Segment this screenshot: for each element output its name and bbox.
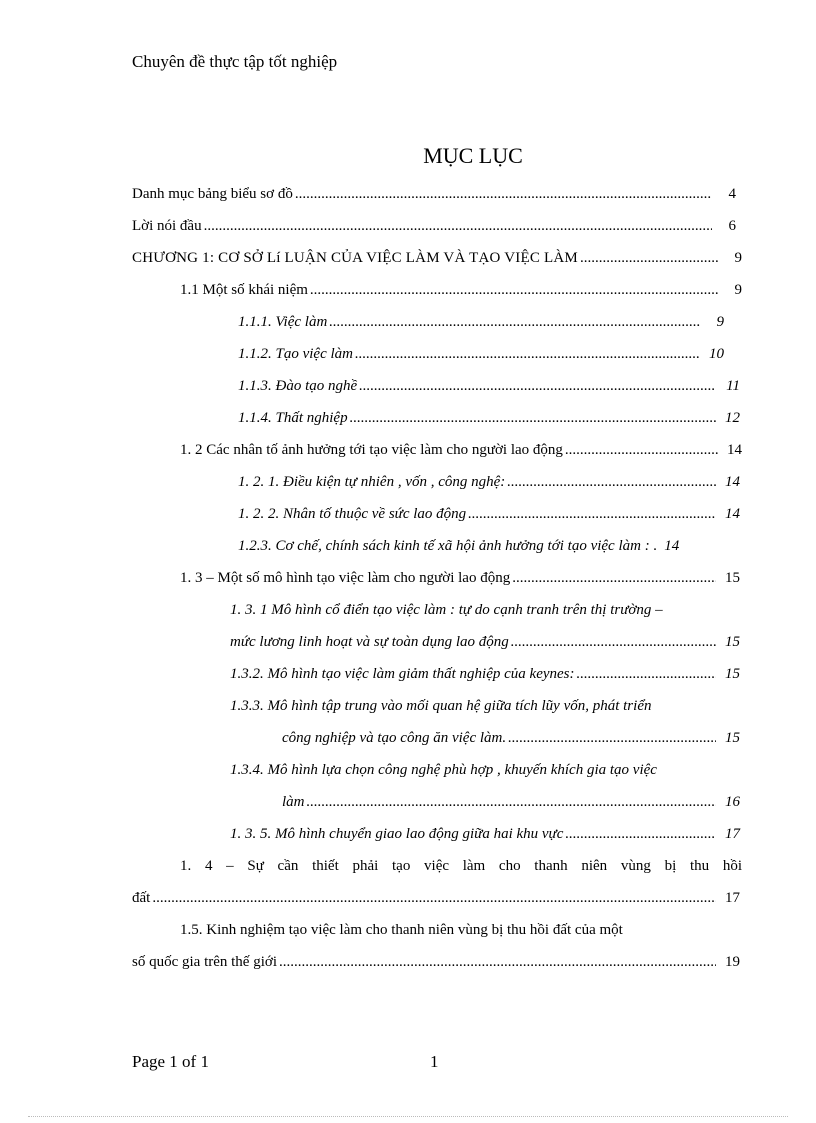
toc-entry-line1[interactable]: 1. 4 – Sự cần thiết phải tạo việc làm cho thanh niên vùng bị thu hồi [180, 858, 742, 874]
toc-entry-page: 11 [726, 378, 740, 394]
footer-page-count: Page 1 of 1 [132, 1052, 209, 1071]
toc-entry[interactable] [132, 186, 736, 210]
toc-entry-page: 14 [725, 474, 740, 490]
toc-entry[interactable] [238, 314, 724, 338]
toc-entry-page: 12 [725, 410, 740, 426]
toc-entry-page: 17 [725, 890, 740, 906]
toc-entry-page: 14 [664, 538, 680, 554]
toc-entry-page: 9 [716, 314, 724, 330]
toc-entry-label: 1. 2 Các nhân tố ảnh hưởng tới tạo việc làm cho người lao động [180, 442, 563, 458]
toc-entry-line1[interactable]: 1. 3. 1 Mô hình cổ điển tạo việc làm : tự do cạnh tranh trên thị trường – [230, 602, 663, 618]
toc-entry-page: 9 [734, 282, 742, 298]
toc-entry[interactable] [238, 506, 740, 530]
toc-entry[interactable] [132, 890, 740, 914]
toc-entry-label: 1.1.1. Việc làm [238, 314, 328, 330]
running-header: Chuyên đề thực tập tốt nghiệp [132, 52, 338, 71]
toc-entry-label: 1. 3. 5. Mô hình chuyển giao lao động giữa hai khu vực [230, 826, 564, 842]
toc-entry[interactable] [238, 346, 724, 370]
toc-entry-page: 16 [725, 794, 740, 810]
toc-entry-label: 1. 2. 2. Nhân tố thuộc về sức lao động [238, 506, 467, 522]
toc-entry[interactable] [238, 474, 740, 498]
toc-entry[interactable] [230, 634, 740, 658]
toc-entry[interactable] [238, 410, 740, 434]
toc-entry-page: 19 [725, 954, 740, 970]
toc-entry-label: 1.3.2. Mô hình tạo việc làm giảm thất nghiệp của keynes: [230, 666, 575, 682]
toc-entry-page: 15 [725, 666, 740, 682]
toc-entry[interactable] [180, 282, 742, 306]
toc-entry-line1[interactable]: 1.5. Kinh nghiệm tạo việc làm cho thanh niên vùng bị thu hồi đất của một [180, 922, 623, 938]
toc-entry-page: 6 [728, 218, 736, 234]
toc-entry[interactable] [282, 794, 740, 818]
toc-entry-page: 14 [727, 442, 742, 458]
page-bottom-divider [28, 1116, 788, 1117]
toc-entry[interactable] [180, 570, 740, 594]
toc-entry[interactable] [238, 538, 742, 562]
toc-entry-label: công nghiệp và tạo công ăn việc làm. [282, 730, 507, 746]
toc-entry[interactable] [132, 218, 736, 242]
toc-entry-label: 1.1.3. Đào tạo nghề [238, 378, 358, 394]
toc-entry-line1[interactable]: 1.3.3. Mô hình tập trung vào mối quan hệ giữa tích lũy vốn, phát triển [230, 698, 652, 714]
toc-entry-page: 4 [728, 186, 736, 202]
toc-entry-page: 9 [734, 250, 742, 266]
toc-entry-page: 15 [725, 730, 740, 746]
toc-entry[interactable] [230, 826, 740, 850]
toc-entry-label: số quốc gia trên thế giới [132, 954, 277, 970]
toc-entry-label: Lời nói đầu [132, 218, 202, 234]
toc-entry-page: 17 [725, 826, 740, 842]
toc-entry[interactable] [238, 378, 740, 402]
toc-entry-page: 15 [725, 570, 740, 586]
toc-entry-label: 1. 3 – Một số mô hình tạo việc làm cho người lao động [180, 570, 511, 586]
toc-title: MỤC LỤC [423, 143, 523, 168]
toc-entry-label: 1.2.3. Cơ chế, chính sách kinh tế xã hội ảnh hưởng tới tạo việc làm : . [238, 538, 658, 554]
toc-entry[interactable] [180, 442, 742, 466]
footer-page-number: 1 [430, 1052, 439, 1071]
toc-entry-label: 1.1.2. Tạo việc làm [238, 346, 353, 362]
toc-entry-page: 14 [725, 506, 740, 522]
toc-entry-label: mức lương linh hoạt và sự toàn dụng lao động [230, 634, 509, 650]
toc-entry[interactable] [132, 954, 740, 978]
toc-entry-label: 1. 2. 1. Điều kiện tự nhiên , vốn , công nghệ: [238, 474, 506, 490]
toc-entry-line1[interactable]: 1.3.4. Mô hình lựa chọn công nghệ phù hợp , khuyến khích gia tạo việc [230, 762, 657, 778]
toc-entry-label: 1.1 Một số khái niệm [180, 282, 308, 298]
toc-entry-label: CHƯƠNG 1: CƠ SỞ Lí LUẬN CỦA VIỆC LÀM VÀ TẠO VIỆC LÀM [132, 250, 578, 266]
toc-entry-label: 1.1.4. Thất nghiệp [238, 410, 348, 426]
toc-entry-page: 10 [709, 346, 724, 362]
toc-entry[interactable] [230, 666, 740, 690]
toc-entry-label: làm [282, 794, 305, 810]
toc-entry[interactable] [282, 730, 740, 754]
toc-entry-chapter[interactable] [132, 250, 742, 274]
toc-entry-label: đất [132, 890, 151, 906]
toc-entry-label: Danh mục bảng biểu sơ đồ [132, 186, 293, 202]
toc-entry-page: 15 [725, 634, 740, 650]
